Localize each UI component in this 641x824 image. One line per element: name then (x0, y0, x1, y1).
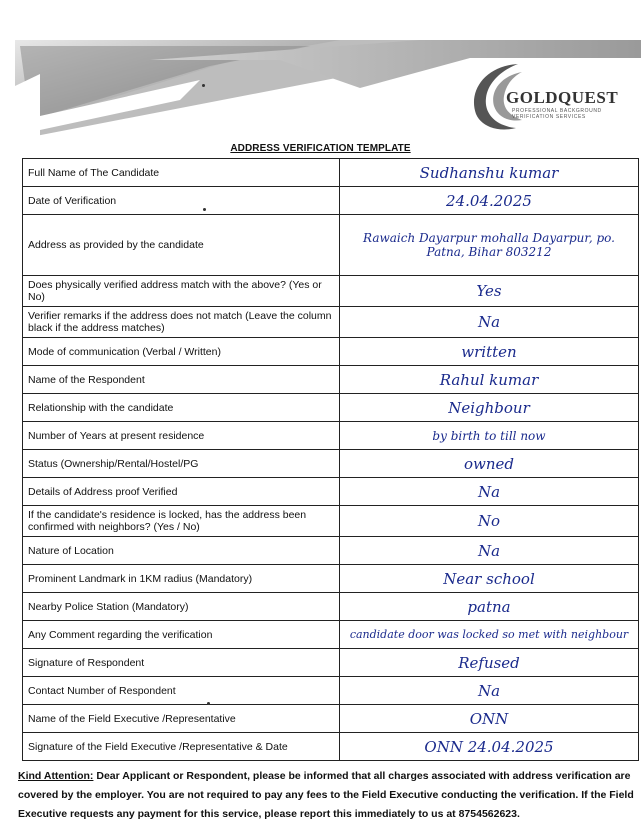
table-row (23, 307, 639, 338)
field-label: Address as provided by the candidate (23, 215, 340, 276)
table-row (23, 649, 639, 677)
field-value: owned (340, 450, 639, 478)
field-value: Neighbour (340, 394, 639, 422)
field-value: written (340, 338, 639, 366)
field-label: Signature of Respondent (23, 649, 340, 677)
table-row (23, 338, 639, 366)
table-row (23, 276, 639, 307)
field-value: Yes (340, 276, 639, 307)
table-row (23, 422, 639, 450)
field-label: If the candidate's residence is locked, has the address been confirmed with neighbors? (Yes / No) (23, 506, 340, 537)
field-label: Status (Ownership/Rental/Hostel/PG (23, 450, 340, 478)
goldquest-logo (466, 62, 631, 132)
attention-text: Dear Applicant or Respondent, please be informed that all charges associated with address verification are covered by the employer. You are not required to pay any fees to the Field Executive conducting the verification. If the Field Executive requests any payment for this service, please report this immediately to us at 8754562623. (18, 770, 634, 820)
field-value: Na (340, 478, 639, 506)
table-row (23, 366, 639, 394)
field-label: Name of the Field Executive /Representative (23, 705, 340, 733)
table-row (23, 159, 639, 187)
field-value: patna (340, 593, 639, 621)
field-label: Date of Verification (23, 187, 340, 215)
scan-speck (202, 84, 205, 87)
table-row (23, 394, 639, 422)
field-label: Name of the Respondent (23, 366, 340, 394)
verification-table (22, 158, 639, 761)
field-value: Na (340, 537, 639, 565)
field-value: Rahul kumar (340, 366, 639, 394)
field-value: Sudhanshu kumar (340, 159, 639, 187)
field-label: Full Name of The Candidate (23, 159, 340, 187)
logo-tagline: PROFESSIONAL BACKGROUND VERIFICATION SERVICES (512, 108, 602, 120)
table-row (23, 478, 639, 506)
field-value: 24.04.2025 (340, 187, 639, 215)
field-label: Does physically verified address match with the above? (Yes or No) (23, 276, 340, 307)
table-row (23, 537, 639, 565)
field-value: Na (340, 307, 639, 338)
table-row (23, 705, 639, 733)
table-row (23, 187, 639, 215)
attention-notice (18, 767, 638, 824)
field-value: Near school (340, 565, 639, 593)
field-label: Nature of Location (23, 537, 340, 565)
field-label: Signature of the Field Executive /Representative & Date (23, 733, 340, 761)
field-label: Contact Number of Respondent (23, 677, 340, 705)
field-label: Number of Years at present residence (23, 422, 340, 450)
table-row (23, 733, 639, 761)
attention-label: Kind Attention: (18, 770, 94, 782)
field-label: Nearby Police Station (Mandatory) (23, 593, 340, 621)
field-value: ONN 24.04.2025 (340, 733, 639, 761)
field-value: ONN (340, 705, 639, 733)
table-row (23, 506, 639, 537)
table-row (23, 215, 639, 276)
table-row (23, 565, 639, 593)
scan-speck (203, 208, 206, 211)
field-value: candidate door was locked so met with neighbour (340, 621, 639, 649)
field-value: No (340, 506, 639, 537)
table-row (23, 593, 639, 621)
field-value: Rawaich Dayarpur mohalla Dayarpur, po. Patna, Bihar 803212 (340, 215, 639, 276)
field-label: Any Comment regarding the verification (23, 621, 340, 649)
table-row (23, 621, 639, 649)
document-title: ADDRESS VERIFICATION TEMPLATE (230, 143, 411, 154)
field-label: Mode of communication (Verbal / Written) (23, 338, 340, 366)
field-value: Na (340, 677, 639, 705)
table-row (23, 677, 639, 705)
field-label: Verifier remarks if the address does not match (Leave the column black if the address matches) (23, 307, 340, 338)
logo-name: GOLDQUEST (506, 88, 619, 107)
header-banner (0, 0, 641, 140)
field-value: by birth to till now (340, 422, 639, 450)
field-label: Relationship with the candidate (23, 394, 340, 422)
field-value: Refused (340, 649, 639, 677)
scan-speck (207, 702, 210, 705)
field-label: Prominent Landmark in 1KM radius (Mandatory) (23, 565, 340, 593)
table-row (23, 450, 639, 478)
field-label: Details of Address proof Verified (23, 478, 340, 506)
